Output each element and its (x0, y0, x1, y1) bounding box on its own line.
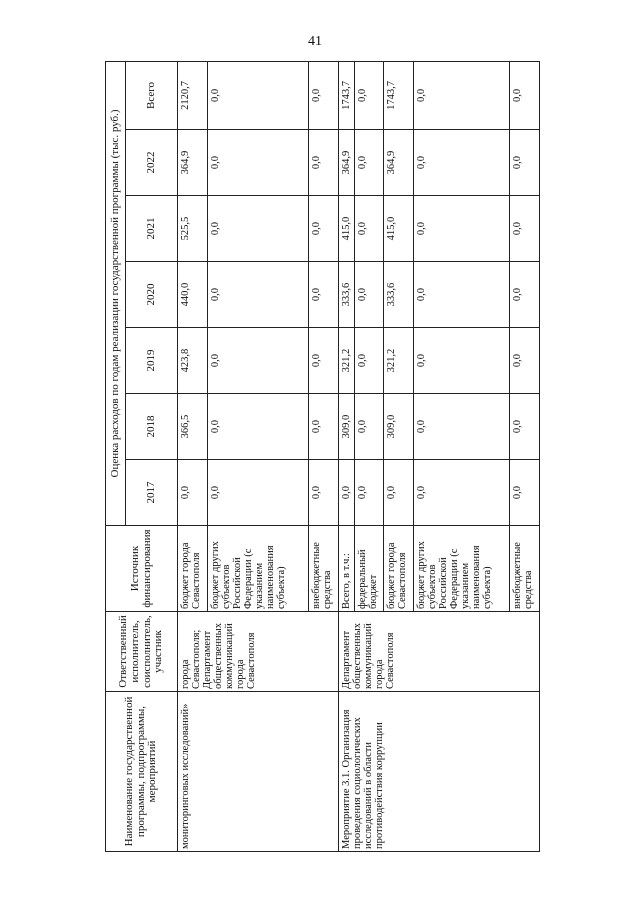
value-cell: 309,0 (339, 394, 355, 460)
value-cell: 309,0 (383, 394, 413, 460)
value-cell: 0,0 (208, 130, 309, 196)
value-cell: 0,0 (509, 328, 539, 394)
value-cell: 0,0 (509, 196, 539, 262)
value-cell: 0,0 (413, 460, 509, 526)
header-total: Всего (126, 61, 178, 129)
budget-table (105, 61, 540, 852)
value-cell: 0,0 (309, 130, 339, 196)
value-cell: 0,0 (309, 460, 339, 526)
value-cell: 366,5 (178, 394, 208, 460)
value-cell: 321,2 (383, 328, 413, 394)
value-cell: 0,0 (509, 61, 539, 129)
value-cell: 0,0 (509, 262, 539, 328)
header-year: 2019 (126, 328, 178, 394)
value-cell: 0,0 (355, 130, 383, 196)
header-year: 2018 (126, 394, 178, 460)
executor-cell: Департамент общественных коммуникаций города Севастополя (339, 612, 540, 692)
header-year: 2020 (126, 262, 178, 328)
value-cell: 423,8 (178, 328, 208, 394)
value-cell: 0,0 (208, 394, 309, 460)
value-cell: 415,0 (339, 196, 355, 262)
executor-cell: города Севастополя; Департамент общественных коммуникаций города Севастополя (178, 612, 339, 692)
value-cell: 364,9 (383, 130, 413, 196)
value-cell: 0,0 (309, 61, 339, 129)
value-cell: 0,0 (413, 61, 509, 129)
header-year: 2021 (126, 196, 178, 262)
rotated-table-container (105, 62, 540, 852)
source-cell: Всего, в т.ч.: (339, 526, 355, 612)
value-cell: 0,0 (413, 130, 509, 196)
page-number: 41 (308, 34, 322, 49)
header-source: Источник финансирования (106, 526, 178, 612)
value-cell: 0,0 (383, 460, 413, 526)
value-cell: 0,0 (413, 262, 509, 328)
value-cell: 0,0 (208, 262, 309, 328)
value-cell: 0,0 (178, 460, 208, 526)
value-cell: 0,0 (509, 394, 539, 460)
value-cell: 0,0 (208, 328, 309, 394)
value-cell: 364,9 (178, 130, 208, 196)
value-cell: 0,0 (355, 196, 383, 262)
program-name-cell: Мероприятие 3.1. Организация проведения социологических исследований в области противодействия коррупции (339, 692, 540, 852)
source-cell: внебюджетные средства (309, 526, 339, 612)
value-cell: 440,0 (178, 262, 208, 328)
value-cell: 364,9 (339, 130, 355, 196)
source-cell: федеральный бюджет (355, 526, 383, 612)
value-cell: 0,0 (208, 196, 309, 262)
value-cell: 1743,7 (339, 61, 355, 129)
value-cell: 0,0 (309, 196, 339, 262)
value-cell: 0,0 (509, 130, 539, 196)
header-executor: Ответственный исполнитель, соисполнитель, участник (106, 612, 178, 692)
source-cell: бюджет других субъектов Российской Федерации (с указанием наименования субъекта) (413, 526, 509, 612)
header-year: 2017 (126, 460, 178, 526)
value-cell: 0,0 (413, 394, 509, 460)
value-cell: 0,0 (309, 394, 339, 460)
value-cell: 333,6 (339, 262, 355, 328)
value-cell: 0,0 (509, 460, 539, 526)
value-cell: 333,6 (383, 262, 413, 328)
value-cell: 0,0 (355, 61, 383, 129)
value-cell: 0,0 (413, 196, 509, 262)
value-cell: 0,0 (355, 460, 383, 526)
source-cell: бюджет города Севастополя (178, 526, 208, 612)
table-row (339, 61, 355, 851)
source-cell: бюджет других субъектов Российской Федерации (с указанием наименования субъекта) (208, 526, 309, 612)
source-cell: бюджет города Севастополя (383, 526, 413, 612)
value-cell: 0,0 (309, 262, 339, 328)
value-cell: 525,5 (178, 196, 208, 262)
header-year: 2022 (126, 130, 178, 196)
header-name: Наименование государственной программы, подпрограммы, мероприятий (106, 692, 178, 852)
value-cell: 0,0 (355, 394, 383, 460)
value-cell: 0,0 (309, 328, 339, 394)
value-cell: 0,0 (208, 61, 309, 129)
program-name-cell: мониторинговых исследований» (178, 692, 339, 852)
value-cell: 0,0 (339, 460, 355, 526)
value-cell: 0,0 (355, 262, 383, 328)
value-cell: 0,0 (208, 460, 309, 526)
value-cell: 415,0 (383, 196, 413, 262)
table-row (178, 61, 208, 851)
header-estimate: Оценка расходов по годам реализации государственной программы (тыс. руб.) (106, 61, 126, 525)
source-cell: внебюджетные средства (509, 526, 539, 612)
value-cell: 321,2 (339, 328, 355, 394)
value-cell: 2120,7 (178, 61, 208, 129)
value-cell: 0,0 (355, 328, 383, 394)
value-cell: 0,0 (413, 328, 509, 394)
value-cell: 1743,7 (383, 61, 413, 129)
